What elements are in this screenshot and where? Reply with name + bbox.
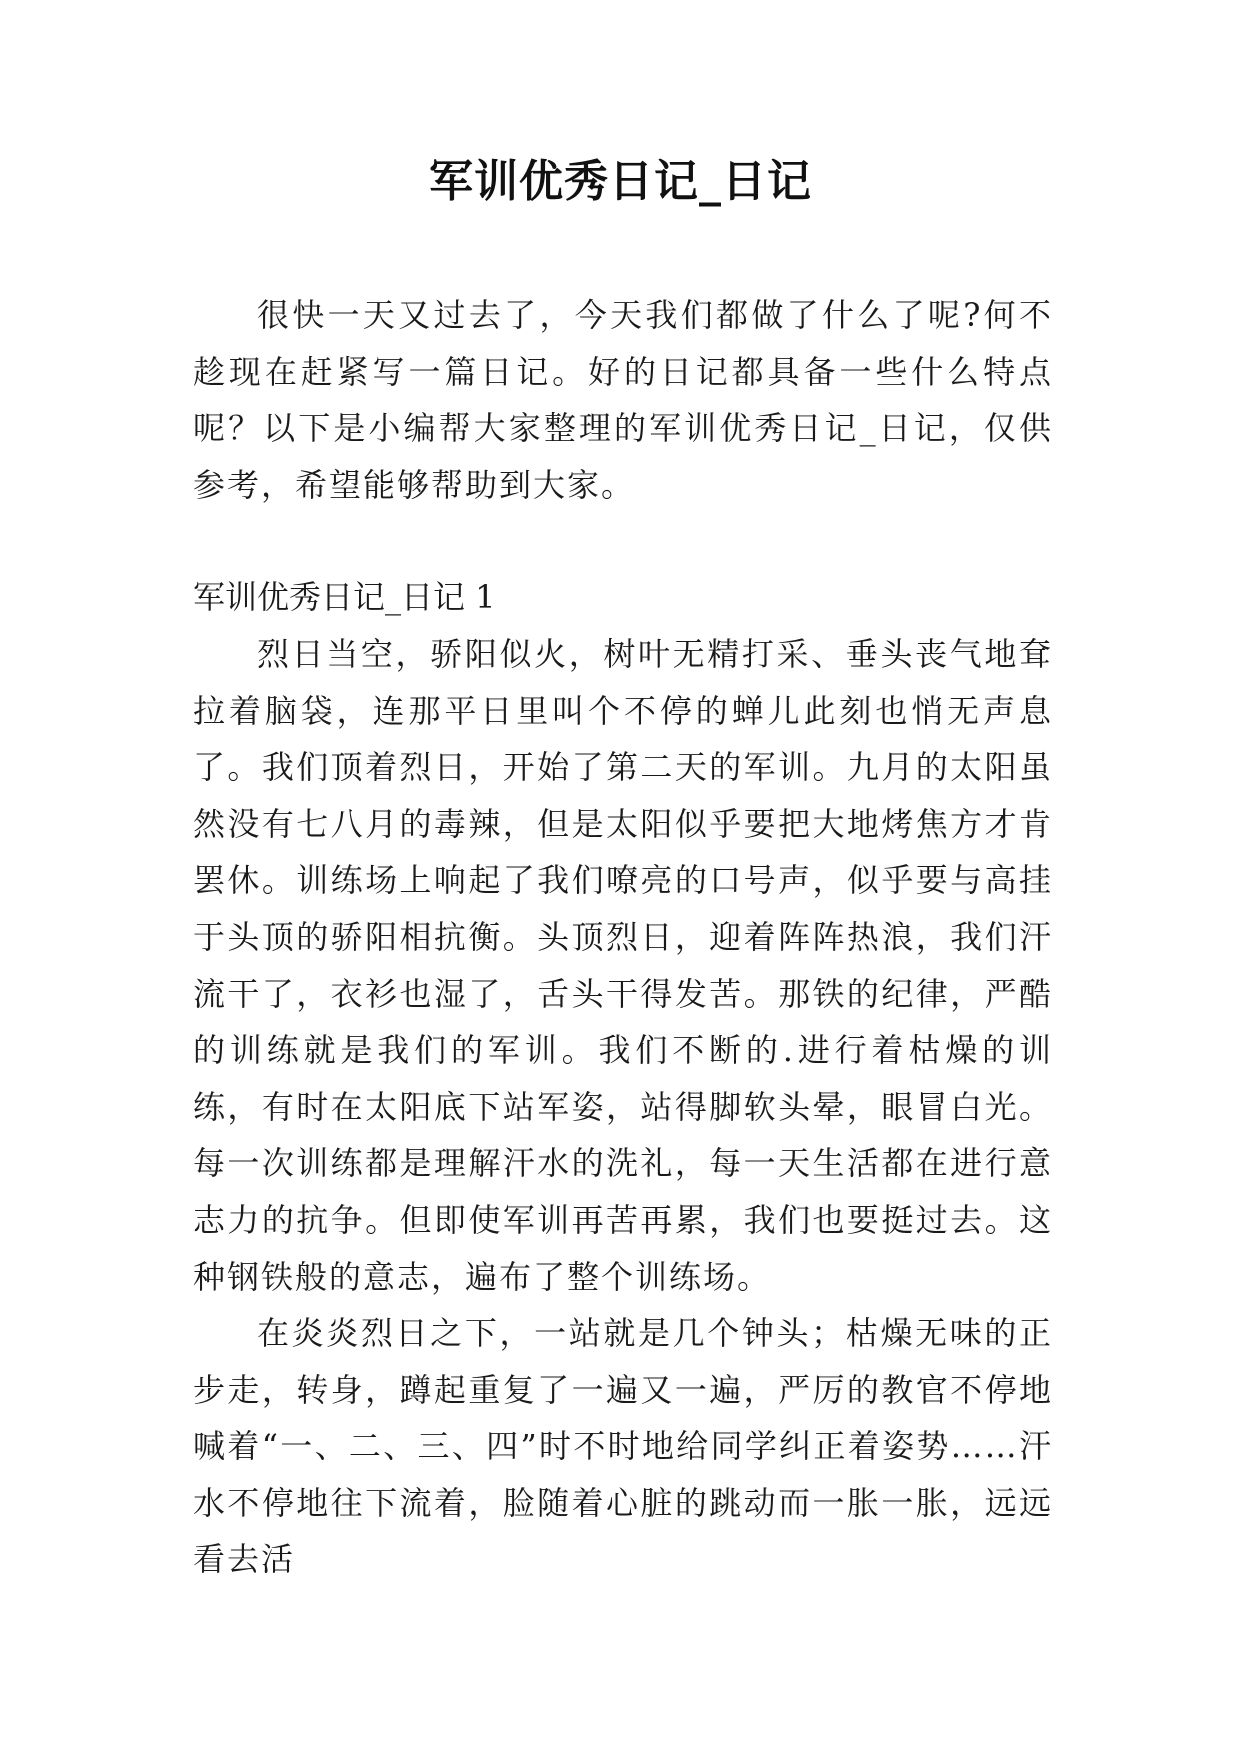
body-paragraph: 在炎炎烈日之下，一站就是几个钟头；枯燥无味的正步走，转身，蹲起重复了一遍又一遍，严厉的教官不停地喊着“一、二、三、四”时不时地给同学纠正着姿势……汗水不停地往下流着，脸随着心脏的跳动而一胀一胀，远远看去活 bbox=[193, 1314, 1053, 1579]
document-body bbox=[193, 287, 1053, 1588]
section-heading: 军训优秀日记_日记 1 bbox=[193, 578, 496, 617]
intro-paragraph: 很快一天又过去了，今天我们都做了什么了呢?何不趁现在赶紧写一篇日记。好的日记都具备一些什么特点呢？以下是小编帮大家整理的军训优秀日记_日记，仅供参考，希望能够帮助到大家。 bbox=[193, 296, 1053, 504]
body-paragraph: 烈日当空，骄阳似火，树叶无精打采、垂头丧气地耷拉着脑袋，连那平日里叫个不停的蝉儿此刻也悄无声息了。我们顶着烈日，开始了第二天的军训。九月的太阳虽然没有七八月的毒辣，但是太阳似乎要把大地烤焦方才肯罢休。训练场上响起了我们嘹亮的口号声，似乎要与高挂于头顶的骄阳相抗衡。头顶烈日，迎着阵阵热浪，我们汗流干了，衣衫也湿了，舌头干得发苦。那铁的纪律，严酷的训练就是我们的军训。我们不断的.进行着枯燥的训练，有时在太阳底下站军姿，站得脚软头晕，眼冒白光。每一次训练都是理解汗水的洗礼，每一天生活都在进行意志力的抗争。但即使军训再苦再累，我们也要挺过去。这种钢铁般的意志，遍布了整个训练场。 bbox=[193, 634, 1053, 1296]
page-title: 军训优秀日记_日记 bbox=[429, 156, 812, 207]
